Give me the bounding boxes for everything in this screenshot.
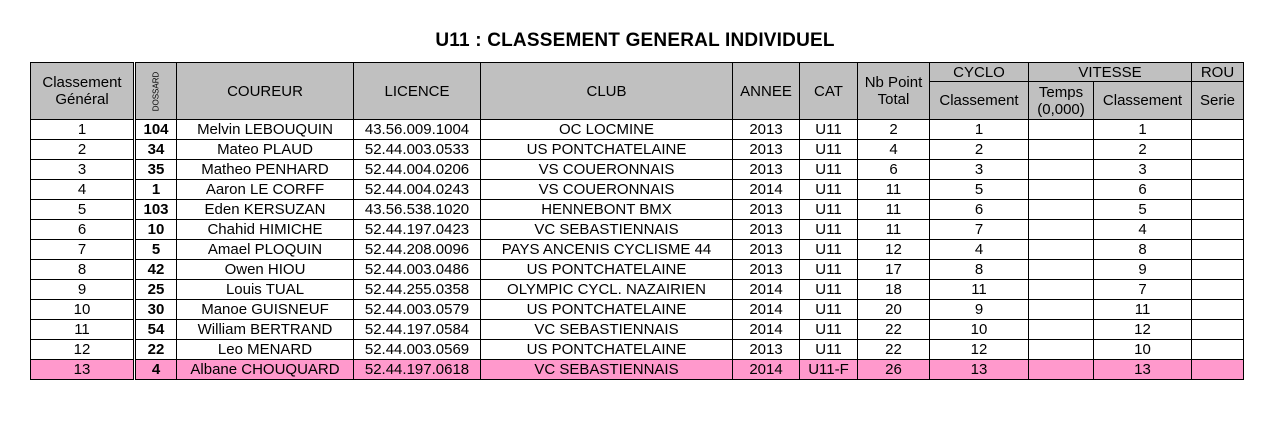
cell-cyclo-classement: 12 <box>930 340 1029 360</box>
cell-annee: 2014 <box>733 180 800 200</box>
cell-dossard: 25 <box>135 280 177 300</box>
cell-annee: 2013 <box>733 260 800 280</box>
cell-cat: U11 <box>800 180 858 200</box>
cell-licence: 52.44.003.0579 <box>354 300 481 320</box>
cell-club: OLYMPIC CYCL. NAZAIRIEN <box>481 280 733 300</box>
cell-dossard: 103 <box>135 200 177 220</box>
cell-dossard: 34 <box>135 140 177 160</box>
cell-cyclo-classement: 10 <box>930 320 1029 340</box>
cell-club: VC SEBASTIENNAIS <box>481 220 733 240</box>
cell-cat: U11 <box>800 300 858 320</box>
cell-rank: 6 <box>31 220 135 240</box>
cell-cat: U11 <box>800 280 858 300</box>
cell-cyclo-classement: 13 <box>930 360 1029 380</box>
cell-vitesse-temps <box>1029 360 1094 380</box>
cell-vitesse-classement: 8 <box>1094 240 1192 260</box>
cell-vitesse-temps <box>1029 300 1094 320</box>
cell-points: 4 <box>858 140 930 160</box>
table-row <box>31 220 1244 240</box>
cell-licence: 52.44.208.0096 <box>354 240 481 260</box>
cell-annee: 2013 <box>733 220 800 240</box>
table-row <box>31 240 1244 260</box>
cell-rou-serie <box>1192 320 1244 340</box>
cell-licence: 52.44.255.0358 <box>354 280 481 300</box>
table-row <box>31 140 1244 160</box>
cell-annee: 2013 <box>733 140 800 160</box>
cell-licence: 43.56.009.1004 <box>354 120 481 140</box>
page-title: U11 : CLASSEMENT GENERAL INDIVIDUEL <box>435 30 835 51</box>
table-row <box>31 160 1244 180</box>
cell-rank: 7 <box>31 240 135 260</box>
cell-coureur: Albane CHOUQUARD <box>177 360 354 380</box>
cell-rou-serie <box>1192 200 1244 220</box>
cell-rou-serie <box>1192 160 1244 180</box>
cell-vitesse-temps <box>1029 320 1094 340</box>
cell-rank: 13 <box>31 360 135 380</box>
cell-club: HENNEBONT BMX <box>481 200 733 220</box>
cell-points: 22 <box>858 320 930 340</box>
cell-coureur: Amael PLOQUIN <box>177 240 354 260</box>
cell-annee: 2013 <box>733 340 800 360</box>
cell-coureur: Mateo PLAUD <box>177 140 354 160</box>
cell-rank: 1 <box>31 120 135 140</box>
cell-annee: 2013 <box>733 200 800 220</box>
header-rou-serie: Serie <box>1192 82 1244 120</box>
cell-coureur: Manoe GUISNEUF <box>177 300 354 320</box>
cell-vitesse-temps <box>1029 280 1094 300</box>
table-body <box>31 120 1244 380</box>
header-nb-point: Nb Point Total <box>858 63 930 120</box>
table-row <box>31 260 1244 280</box>
cell-vitesse-temps <box>1029 120 1094 140</box>
cell-cat: U11 <box>800 220 858 240</box>
cell-club: VS COUERONNAIS <box>481 180 733 200</box>
cell-vitesse-temps <box>1029 340 1094 360</box>
header-club: CLUB <box>481 63 733 120</box>
cell-coureur: Louis TUAL <box>177 280 354 300</box>
table-row <box>31 180 1244 200</box>
cell-club: US PONTCHATELAINE <box>481 140 733 160</box>
cell-vitesse-classement: 11 <box>1094 300 1192 320</box>
cell-cyclo-classement: 8 <box>930 260 1029 280</box>
cell-dossard: 54 <box>135 320 177 340</box>
table-row <box>31 200 1244 220</box>
cell-dossard: 30 <box>135 300 177 320</box>
table-row <box>31 300 1244 320</box>
cell-cyclo-classement: 4 <box>930 240 1029 260</box>
cell-licence: 52.44.004.0206 <box>354 160 481 180</box>
cell-club: US PONTCHATELAINE <box>481 340 733 360</box>
cell-points: 11 <box>858 220 930 240</box>
cell-dossard: 1 <box>135 180 177 200</box>
results-table <box>30 62 1244 380</box>
cell-vitesse-temps <box>1029 240 1094 260</box>
cell-rank: 3 <box>31 160 135 180</box>
cell-rank: 12 <box>31 340 135 360</box>
cell-dossard: 35 <box>135 160 177 180</box>
header-cyclo-classement: Classement <box>930 82 1029 120</box>
header-classement: Classement Général <box>31 63 135 120</box>
cell-rank: 4 <box>31 180 135 200</box>
header-licence: LICENCE <box>354 63 481 120</box>
cell-vitesse-classement: 7 <box>1094 280 1192 300</box>
cell-coureur: Chahid HIMICHE <box>177 220 354 240</box>
cell-vitesse-classement: 3 <box>1094 160 1192 180</box>
cell-dossard: 42 <box>135 260 177 280</box>
cell-club: OC LOCMINE <box>481 120 733 140</box>
cell-cat: U11 <box>800 200 858 220</box>
cell-coureur: Aaron LE CORFF <box>177 180 354 200</box>
table-row <box>31 340 1244 360</box>
cell-cyclo-classement: 3 <box>930 160 1029 180</box>
cell-rank: 9 <box>31 280 135 300</box>
cell-vitesse-temps <box>1029 180 1094 200</box>
cell-licence: 43.56.538.1020 <box>354 200 481 220</box>
cell-rou-serie <box>1192 300 1244 320</box>
cell-cyclo-classement: 6 <box>930 200 1029 220</box>
cell-annee: 2014 <box>733 280 800 300</box>
cell-cat: U11 <box>800 120 858 140</box>
cell-annee: 2014 <box>733 300 800 320</box>
cell-vitesse-temps <box>1029 140 1094 160</box>
cell-annee: 2013 <box>733 240 800 260</box>
cell-points: 6 <box>858 160 930 180</box>
cell-cat: U11 <box>800 140 858 160</box>
cell-vitesse-temps <box>1029 220 1094 240</box>
cell-vitesse-classement: 10 <box>1094 340 1192 360</box>
cell-vitesse-temps <box>1029 260 1094 280</box>
cell-coureur: William BERTRAND <box>177 320 354 340</box>
cell-licence: 52.44.197.0423 <box>354 220 481 240</box>
cell-cat: U11 <box>800 320 858 340</box>
cell-licence: 52.44.004.0243 <box>354 180 481 200</box>
cell-vitesse-classement: 6 <box>1094 180 1192 200</box>
cell-rank: 11 <box>31 320 135 340</box>
cell-cat: U11 <box>800 240 858 260</box>
table-row <box>31 360 1244 380</box>
cell-rank: 10 <box>31 300 135 320</box>
cell-vitesse-classement: 5 <box>1094 200 1192 220</box>
cell-coureur: Leo MENARD <box>177 340 354 360</box>
cell-coureur: Melvin LEBOUQUIN <box>177 120 354 140</box>
cell-cyclo-classement: 7 <box>930 220 1029 240</box>
cell-cyclo-classement: 9 <box>930 300 1029 320</box>
cell-points: 12 <box>858 240 930 260</box>
cell-club: VS COUERONNAIS <box>481 160 733 180</box>
cell-vitesse-classement: 1 <box>1094 120 1192 140</box>
cell-rou-serie <box>1192 140 1244 160</box>
cell-vitesse-classement: 9 <box>1094 260 1192 280</box>
cell-licence: 52.44.003.0486 <box>354 260 481 280</box>
cell-vitesse-classement: 2 <box>1094 140 1192 160</box>
cell-points: 2 <box>858 120 930 140</box>
cell-licence: 52.44.003.0533 <box>354 140 481 160</box>
cell-points: 18 <box>858 280 930 300</box>
cell-dossard: 22 <box>135 340 177 360</box>
cell-rou-serie <box>1192 240 1244 260</box>
cell-rou-serie <box>1192 340 1244 360</box>
cell-club: US PONTCHATELAINE <box>481 300 733 320</box>
cell-points: 17 <box>858 260 930 280</box>
cell-rou-serie <box>1192 260 1244 280</box>
cell-rou-serie <box>1192 280 1244 300</box>
header-vitesse: VITESSE <box>1029 63 1192 82</box>
header-vitesse-temps: Temps (0,000) <box>1029 82 1094 120</box>
cell-rou-serie <box>1192 220 1244 240</box>
cell-club: VC SEBASTIENNAIS <box>481 360 733 380</box>
cell-club: VC SEBASTIENNAIS <box>481 320 733 340</box>
table-row <box>31 280 1244 300</box>
cell-dossard: 5 <box>135 240 177 260</box>
cell-rank: 5 <box>31 200 135 220</box>
cell-cyclo-classement: 2 <box>930 140 1029 160</box>
cell-club: PAYS ANCENIS CYCLISME 44 <box>481 240 733 260</box>
header-cyclo: CYCLO <box>930 63 1029 82</box>
cell-annee: 2014 <box>733 320 800 340</box>
cell-vitesse-temps <box>1029 200 1094 220</box>
cell-points: 11 <box>858 180 930 200</box>
cell-cat: U11 <box>800 160 858 180</box>
cell-cat: U11-F <box>800 360 858 380</box>
table-row <box>31 120 1244 140</box>
cell-points: 26 <box>858 360 930 380</box>
cell-rank: 2 <box>31 140 135 160</box>
cell-coureur: Owen HIOU <box>177 260 354 280</box>
header-dossard <box>135 63 177 120</box>
cell-points: 20 <box>858 300 930 320</box>
table-row <box>31 320 1244 340</box>
table-header <box>31 63 1244 120</box>
header-coureur: COUREUR <box>177 63 354 120</box>
cell-rou-serie <box>1192 360 1244 380</box>
cell-cyclo-classement: 5 <box>930 180 1029 200</box>
cell-vitesse-classement: 4 <box>1094 220 1192 240</box>
cell-vitesse-classement: 13 <box>1094 360 1192 380</box>
cell-coureur: Eden KERSUZAN <box>177 200 354 220</box>
cell-cat: U11 <box>800 260 858 280</box>
cell-cyclo-classement: 1 <box>930 120 1029 140</box>
cell-rou-serie <box>1192 180 1244 200</box>
cell-licence: 52.44.197.0584 <box>354 320 481 340</box>
cell-licence: 52.44.003.0569 <box>354 340 481 360</box>
cell-dossard: 10 <box>135 220 177 240</box>
cell-points: 11 <box>858 200 930 220</box>
cell-cyclo-classement: 11 <box>930 280 1029 300</box>
header-dossard-label: DOSSARD <box>151 71 161 111</box>
cell-annee: 2013 <box>733 120 800 140</box>
cell-club: US PONTCHATELAINE <box>481 260 733 280</box>
header-cat: CAT <box>800 63 858 120</box>
cell-rou-serie <box>1192 120 1244 140</box>
header-annee: ANNEE <box>733 63 800 120</box>
cell-coureur: Matheo PENHARD <box>177 160 354 180</box>
header-rou: ROU <box>1192 63 1244 82</box>
cell-vitesse-classement: 12 <box>1094 320 1192 340</box>
header-vitesse-classement: Classement <box>1094 82 1192 120</box>
cell-cat: U11 <box>800 340 858 360</box>
cell-annee: 2013 <box>733 160 800 180</box>
cell-licence: 52.44.197.0618 <box>354 360 481 380</box>
cell-dossard: 4 <box>135 360 177 380</box>
cell-dossard: 104 <box>135 120 177 140</box>
cell-points: 22 <box>858 340 930 360</box>
cell-annee: 2014 <box>733 360 800 380</box>
cell-vitesse-temps <box>1029 160 1094 180</box>
cell-rank: 8 <box>31 260 135 280</box>
